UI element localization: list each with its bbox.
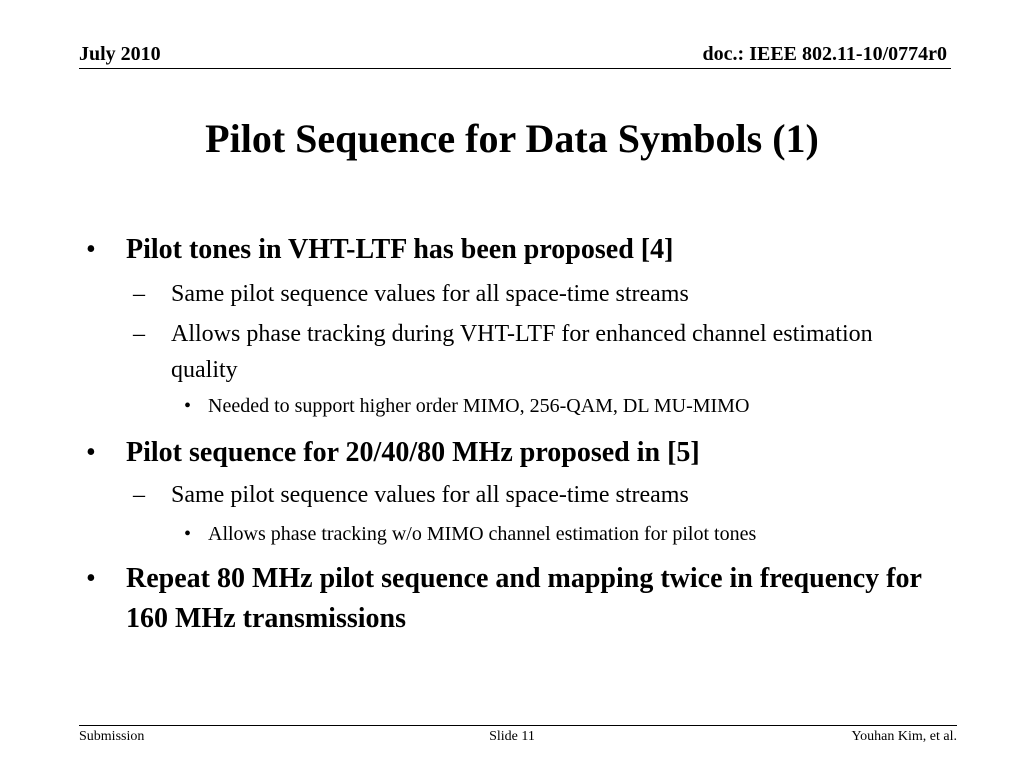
bullet-level3 [184, 391, 948, 421]
bullet-level1 [86, 559, 926, 639]
dash-mark: – [133, 482, 145, 508]
header-doc-id: doc.: IEEE 802.11-10/0774r0 [702, 43, 947, 65]
footer-divider [79, 725, 957, 726]
footer-submission: Submission [79, 729, 145, 744]
dash-mark: – [133, 281, 145, 307]
bullet-level2 [133, 276, 911, 312]
footer-slide-number: Slide 11 [489, 729, 535, 744]
bullet-mark: • [86, 234, 96, 265]
bullet-mark: • [184, 395, 192, 417]
slide-title: Pilot Sequence for Data Symbols (1) [205, 116, 819, 161]
bullet-mark: • [86, 563, 96, 594]
dash-mark: – [133, 321, 145, 347]
bullet-level2 [133, 316, 891, 388]
bullet-level1 [86, 433, 926, 473]
bullet-text: Allows phase tracking during VHT-LTF for enhanced channel estimation quality [171, 321, 873, 383]
bullet-text: Same pilot sequence values for all space-time streams [171, 482, 689, 508]
bullet-level2 [133, 477, 911, 513]
bullet-mark: • [184, 523, 192, 545]
bullet-text: Pilot tones in VHT-LTF has been proposed [4] [126, 234, 674, 265]
header-date: July 2010 [79, 43, 161, 65]
bullet-text: Repeat 80 MHz pilot sequence and mapping twice in frequency for 160 MHz transmissions [126, 563, 922, 634]
bullet-text: Same pilot sequence values for all space-time streams [171, 281, 689, 307]
bullet-level3 [184, 519, 948, 549]
bullet-text: Allows phase tracking w/o MIMO channel estimation for pilot tones [208, 523, 757, 545]
bullet-text: Needed to support higher order MIMO, 256-QAM, DL MU-MIMO [208, 395, 750, 417]
bullet-mark: • [86, 437, 96, 468]
footer-author: Youhan Kim, et al. [851, 729, 957, 744]
bullet-text: Pilot sequence for 20/40/80 MHz proposed in [5] [126, 437, 700, 468]
bullet-level1 [86, 230, 926, 270]
